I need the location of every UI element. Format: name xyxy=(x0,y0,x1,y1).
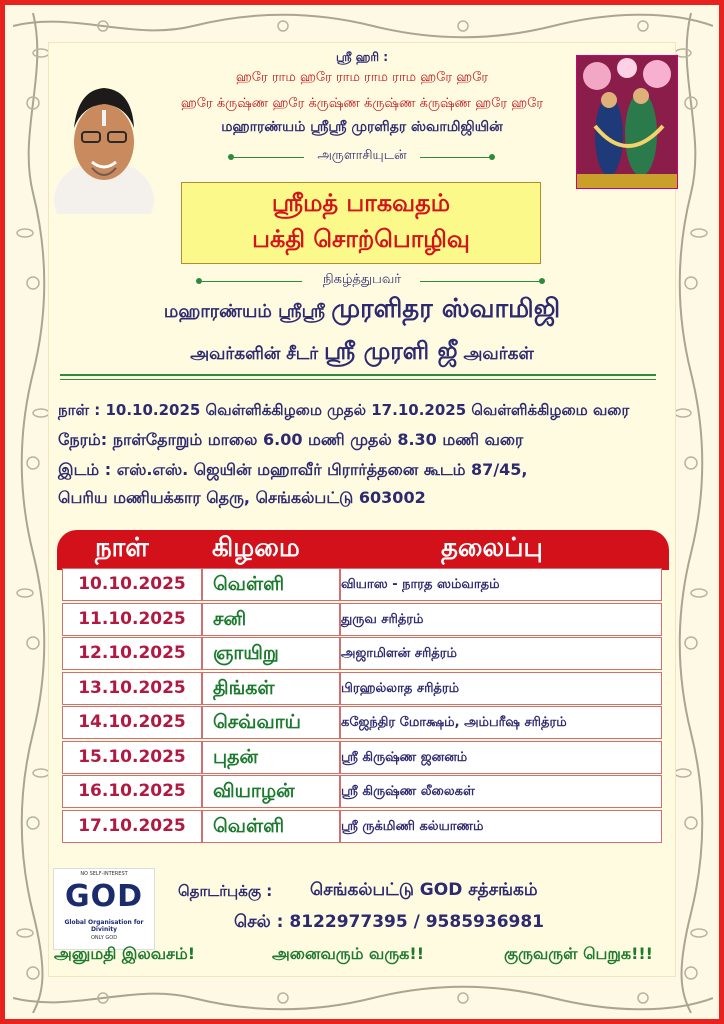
row-date: 16.10.2025 xyxy=(63,776,203,807)
divider-dot xyxy=(539,278,545,284)
schedule-row xyxy=(62,706,662,739)
schedule-row xyxy=(62,637,662,670)
divider-dot xyxy=(489,154,495,160)
contact-phone: செல் : 8122977395 / 9585936981 xyxy=(234,912,545,932)
schedule-row xyxy=(62,672,662,705)
row-day: ஞாயிறு xyxy=(203,638,341,669)
event-dates: நாள் : 10.10.2025 வெள்ளிக்கிழமை முதல் 17.10.2025 வெள்ளிக்கிழமை வரை xyxy=(58,401,630,419)
blessing-text: அருளாசியுடன் xyxy=(317,148,407,163)
schedule-header xyxy=(57,530,669,570)
floral-border-bottom xyxy=(13,983,713,1013)
logo-subtitle: Global Organisation for Divinity xyxy=(64,919,144,933)
floral-border-top xyxy=(13,11,713,41)
row-day: புதன் xyxy=(203,742,341,773)
presenter-prefix: மஹாரண்யம் ஸ்ரீஸ்ரீ xyxy=(163,301,332,322)
presenter-line-1 xyxy=(0,294,724,327)
header-date: நாள் xyxy=(95,533,149,563)
welcome-text: அனைவரும் வருக!! xyxy=(272,944,424,963)
row-date: 11.10.2025 xyxy=(63,604,203,635)
row-date: 13.10.2025 xyxy=(63,673,203,704)
header-day: கிழமை xyxy=(212,533,300,563)
row-topic: துருவ சரித்ரம் xyxy=(341,611,424,627)
event-time: நேரம்: நாள்தோறும் மாலை 6.00 மணி முதல் 8.30 மணி வரை xyxy=(58,430,524,449)
free-entry-text: அனுமதி இலவசம்! xyxy=(54,944,196,963)
row-date: 14.10.2025 xyxy=(63,707,203,738)
disciple-prefix: அவர்களின் சீடர் xyxy=(190,344,325,364)
logo-bottom-text: ONLY GOD xyxy=(90,935,118,941)
row-day: வியாழன் xyxy=(203,776,341,807)
row-topic: அஜாமிளன் சரித்ரம் xyxy=(341,646,457,661)
divider-line xyxy=(60,379,656,380)
row-date: 12.10.2025 xyxy=(63,638,203,669)
disciple-suffix: அவர்கள் xyxy=(457,344,534,364)
schedule-row xyxy=(62,741,662,774)
divider-line xyxy=(420,157,490,158)
contact-org: செங்கல்பட்டு GOD சத்சங்கம் xyxy=(310,880,538,900)
logo-top-text: NO SELF-INTEREST xyxy=(80,871,128,877)
venue-line-1: இடம் : எஸ்.எஸ். ஜெயின் மஹாவீர் பிரார்த்தனை கூடம் 87/45, xyxy=(58,460,528,479)
row-topic: வியாஸ - நாரத ஸம்வாதம் xyxy=(341,577,500,592)
presenter-name: முரளிதர ஸ்வாமிஜி xyxy=(331,294,561,324)
venue-line-2: பெரிய மணியக்கார தெரு, செங்கல்பட்டு 603002 xyxy=(58,488,426,507)
row-day: வெள்ளி xyxy=(203,811,341,842)
schedule-row xyxy=(62,603,662,636)
logo-mark: GOD xyxy=(64,879,144,914)
row-day: வெள்ளி xyxy=(203,569,341,600)
row-date: 15.10.2025 xyxy=(63,742,203,773)
row-topic: ஸ்ரீ ருக்மிணி கல்யாணம் xyxy=(341,818,484,834)
row-day: செவ்வாய் xyxy=(203,707,341,738)
mantra-line-2: ஹரே க்ருஷ்ண ஹரே க்ருஷ்ண க்ருஷ்ண க்ருஷ்ண ஹரே ஹரே xyxy=(180,96,544,111)
event-title: ஸ்ரீமத் பாகவதம் xyxy=(271,189,451,217)
row-topic: ஸ்ரீ கிருஷ்ண லீலைகள் xyxy=(341,784,475,799)
schedule-row xyxy=(62,775,662,808)
mantra-line-1: ஹரே ராம ஹரே ராம ராம ராம ஹரே ஹரே xyxy=(235,70,489,85)
event-subtitle: பக்தி சொற்பொழிவு xyxy=(252,225,470,253)
header-topic: தலைப்பு xyxy=(441,533,543,563)
row-date: 10.10.2025 xyxy=(63,569,203,600)
guru-grace-text: குருவருள் பெறுக!!! xyxy=(504,944,653,963)
row-topic: கஜேந்திர மோக்ஷம், அம்பரீஷ சரித்ரம் xyxy=(341,715,567,730)
row-topic: பிரஹல்லாத சரித்ரம் xyxy=(341,680,460,696)
swamiji-line: மஹாரண்யம் ஸ்ரீஸ்ரீ முரளிதர ஸ்வாமிஜியின் xyxy=(221,119,503,135)
contact-label: தொடர்புக்கு : xyxy=(178,882,273,900)
title-box xyxy=(181,182,541,264)
row-date: 17.10.2025 xyxy=(63,811,203,842)
schedule-row xyxy=(62,568,662,601)
row-day: சனி xyxy=(203,604,341,635)
presenter-label: நிகழ்த்துபவர் xyxy=(322,272,402,287)
god-logo xyxy=(53,868,155,950)
presenter-line-2 xyxy=(0,337,724,368)
disciple-name: ஸ்ரீ முரளி ஜீ xyxy=(324,337,458,365)
divider-line xyxy=(60,374,656,376)
shri-hari-line: ஸ்ரீ ஹரி : xyxy=(335,50,389,64)
divider-line xyxy=(420,281,540,282)
schedule-row xyxy=(62,810,662,843)
row-topic: ஸ்ரீ கிருஷ்ண ஜனனம் xyxy=(341,749,468,765)
row-day: திங்கள் xyxy=(203,673,341,704)
